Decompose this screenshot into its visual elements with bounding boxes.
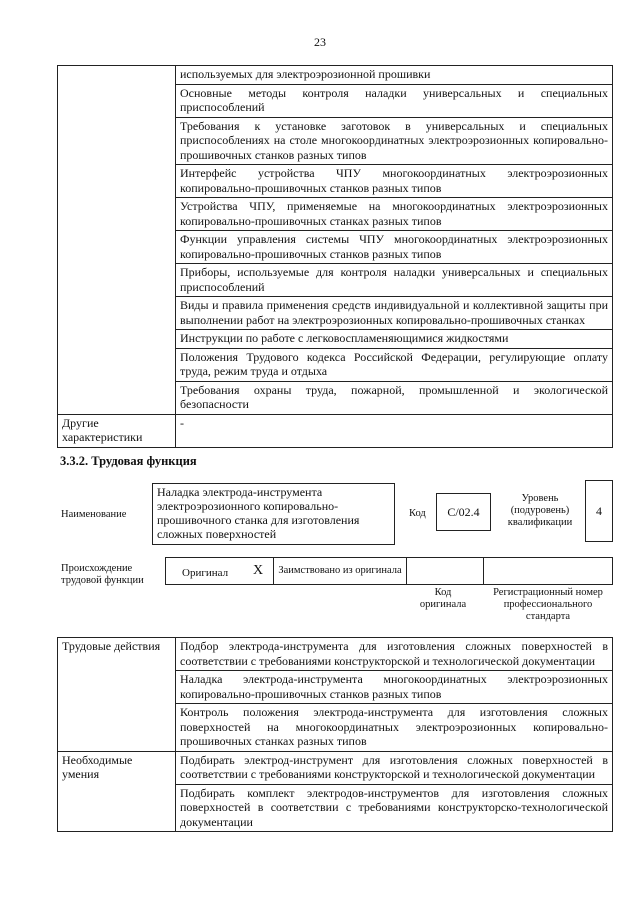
table-cell: Подбор электрода-инструмента для изготовления сложных поверхностей в соответствии с требованиями конструкторской и технологической документации bbox=[176, 638, 613, 671]
table-cell: Устройства ЧПУ, применяемые на многокоординатных электроэрозионных копировально-прошивочных станках разных типов bbox=[176, 198, 613, 231]
origin-label: Происхождение трудовой функции bbox=[61, 563, 144, 586]
name-label: Наименование bbox=[61, 509, 127, 520]
borrowed-label: Заимствовано из оригинала bbox=[278, 565, 402, 576]
level-value-box bbox=[585, 480, 613, 542]
function-name-box bbox=[152, 483, 395, 545]
original-label: Оригинал bbox=[182, 567, 229, 579]
table-cell: Подбирать электрод-инструмент для изготовления сложных поверхностей в соответствии с требованиями конструкторской и технологической документации bbox=[176, 751, 613, 784]
code-label: Код bbox=[409, 508, 426, 519]
code-original-label: Код оригинала bbox=[419, 587, 467, 610]
table-row bbox=[58, 751, 613, 784]
level-label: Уровень (подуровень) квалификации bbox=[507, 493, 573, 528]
origin-row bbox=[165, 557, 613, 585]
reg-number-cell bbox=[483, 557, 613, 585]
table-cell: Контроль положения электрода-инструмента для изготовления сложных поверхностей на многокоординатных электроэрозионных копировально-прошивочных станках разных типов bbox=[176, 704, 613, 752]
table-cell: Приборы, используемые для контроля наладки универсальных и специальных приспособлений bbox=[176, 264, 613, 297]
table-cell: Подбирать комплект электродов-инструментов для изготовления сложных поверхностей в соответствии с требованиями конструкторско-технологической документации bbox=[176, 784, 613, 832]
function-name-value: Наладка электрода-инструмента электроэрозионного копировально-прошивочного станка для изготовления сложных поверхностей bbox=[157, 485, 360, 541]
reg-number-label: Регистрационный номер профессионального стандарта bbox=[493, 587, 603, 622]
other-characteristics-value: - bbox=[176, 414, 613, 447]
original-cell bbox=[165, 557, 273, 585]
required-skills-label: Необходимые умения bbox=[58, 751, 176, 832]
table-row bbox=[58, 414, 613, 447]
code-original-cell bbox=[406, 557, 484, 585]
borrowed-cell bbox=[273, 557, 407, 585]
labor-actions-label: Трудовые действия bbox=[58, 638, 176, 752]
other-characteristics-label: Другие характеристики bbox=[58, 414, 176, 447]
table-cell-empty bbox=[58, 66, 176, 415]
original-mark: X bbox=[253, 563, 264, 578]
table-row bbox=[58, 638, 613, 671]
code-value: C/02.4 bbox=[447, 505, 480, 519]
table-cell: используемых для электроэрозионной прошивки bbox=[176, 66, 613, 85]
table-cell: Основные методы контроля наладки универсальных и специальных приспособлений bbox=[176, 84, 613, 117]
level-value: 4 bbox=[596, 504, 602, 518]
table-cell: Положения Трудового кодекса Российской Федерации, регулирующие оплату труда, режим труда и отдыха bbox=[176, 348, 613, 381]
table-cell: Требования охраны труда, пожарной, промышленной и экологической безопасности bbox=[176, 381, 613, 414]
table-cell: Инструкции по работе с легковоспламеняющимися жидкостями bbox=[176, 330, 613, 349]
table-cell: Требования к установке заготовок в универсальных и специальных приспособлениях на столе многокоординатных электроэрозионных копировально-прошивочных станков разных типов bbox=[176, 117, 613, 165]
table-cell: Наладка электрода-инструмента многокоординатных электроэрозионных копировально-прошивочных станков разных типов bbox=[176, 671, 613, 704]
knowledge-table bbox=[57, 65, 613, 448]
table-cell: Интерфейс устройства ЧПУ многокоординатных электроэрозионных копировально-прошивочных станков разных типов bbox=[176, 165, 613, 198]
table-cell: Функции управления системы ЧПУ многокоординатных электроэрозионных копировально-прошивочных станков разных типов bbox=[176, 231, 613, 264]
code-value-box bbox=[436, 493, 491, 531]
section-heading: 3.3.2. Трудовая функция bbox=[60, 454, 197, 468]
table-cell: Виды и правила применения средств индивидуальной и коллективной защиты при выполнении работ на электроэрозионных копировально-прошивочных станках bbox=[176, 297, 613, 330]
page-number: 23 bbox=[314, 35, 326, 49]
labor-actions-table bbox=[57, 637, 613, 832]
table-row bbox=[58, 66, 613, 85]
